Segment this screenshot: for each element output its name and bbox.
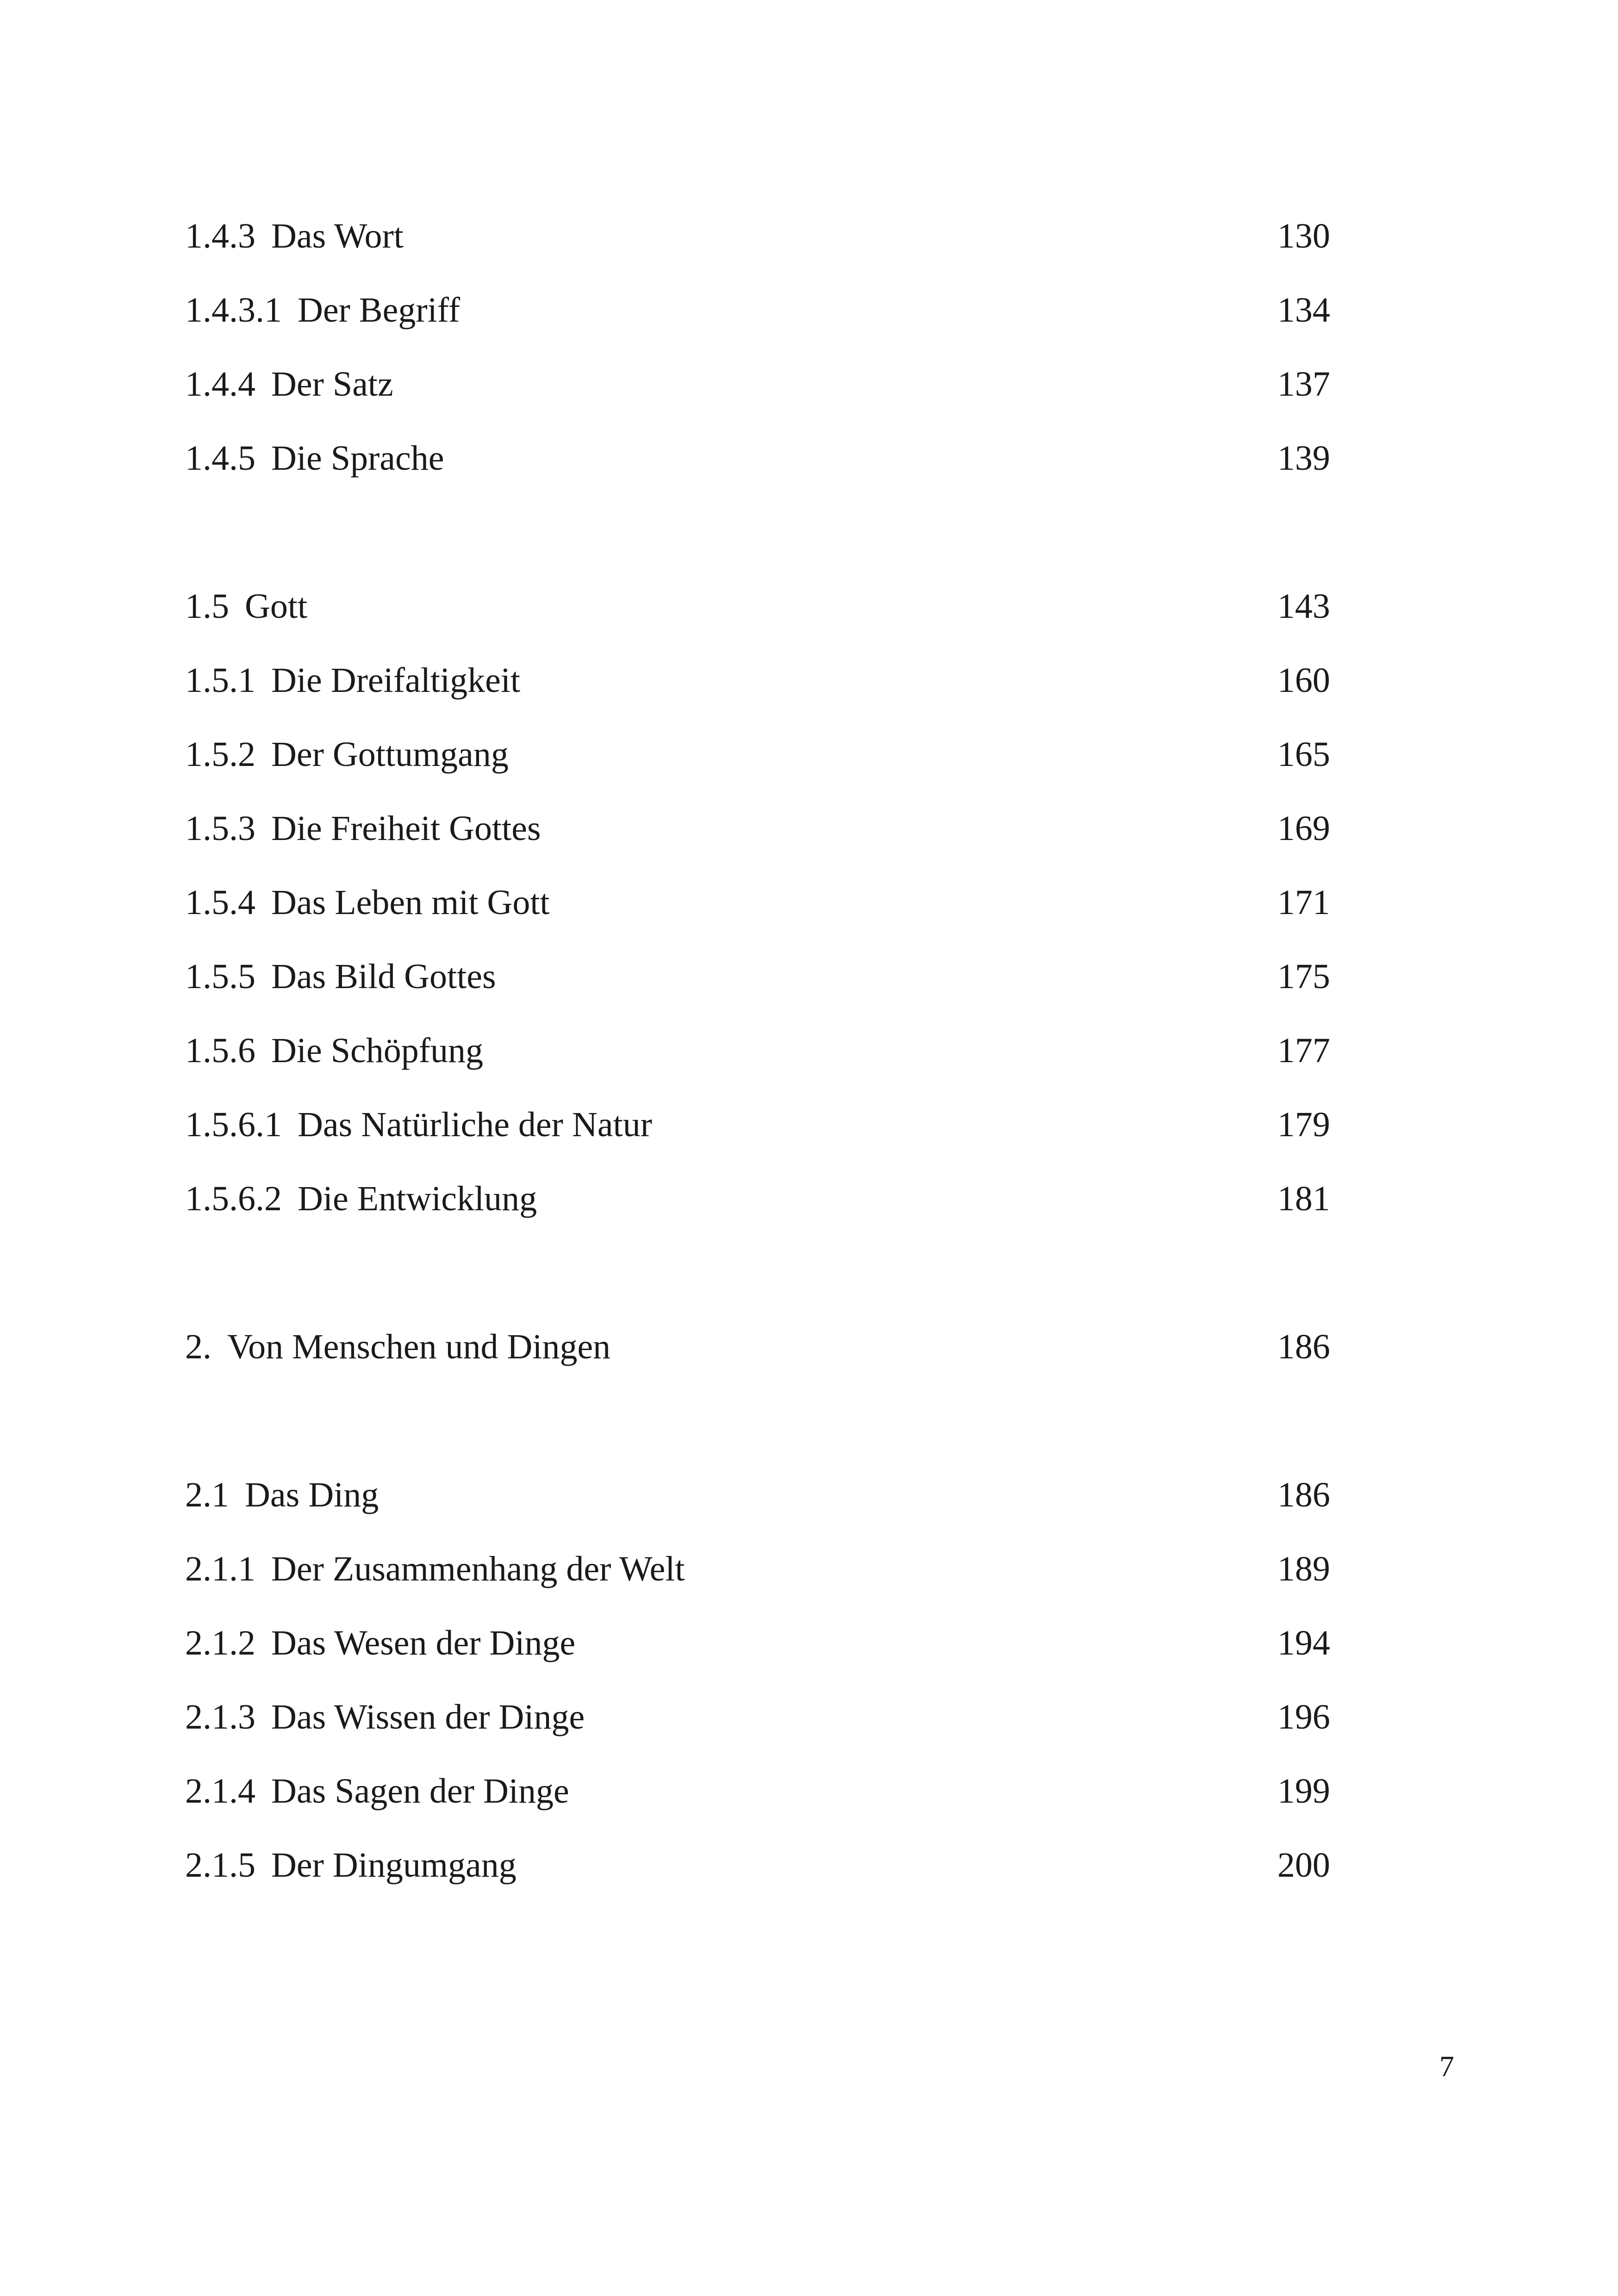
table-of-contents <box>185 199 1370 1902</box>
toc-entry-page: 199 <box>1277 1772 1330 1811</box>
toc-entry-title: Der Begriff <box>298 291 461 330</box>
toc-entry-page: 165 <box>1277 735 1330 774</box>
toc-entry <box>185 865 1370 940</box>
toc-entry-page: 179 <box>1277 1105 1330 1144</box>
toc-entry <box>185 1162 1370 1236</box>
toc-entry-number: 2.1.5 <box>185 1846 255 1885</box>
toc-entry-page: 160 <box>1277 661 1330 700</box>
toc-entry-title: Das Wesen der Dinge <box>271 1624 576 1662</box>
toc-entry-page: 139 <box>1277 439 1330 478</box>
toc-entry <box>185 1458 1370 1532</box>
page-number: 7 <box>1439 2050 1454 2083</box>
toc-entry-title: Die Dreifaltigkeit <box>271 661 521 700</box>
toc-entry-number: 1.4.3.1 <box>185 291 282 330</box>
toc-entry-title: Der Zusammenhang der Welt <box>271 1549 685 1588</box>
toc-entry <box>185 717 1370 791</box>
toc-entry-number: 1.5.1 <box>185 661 255 700</box>
toc-entry-number: 2.1.2 <box>185 1624 255 1662</box>
toc-entry <box>185 1828 1370 1902</box>
toc-entry-title: Gott <box>245 587 308 626</box>
toc-entry <box>185 791 1370 865</box>
toc-group-1-5 <box>185 569 1370 1236</box>
toc-entry-number: 1.4.5 <box>185 439 255 478</box>
toc-entry-page: 171 <box>1277 883 1330 922</box>
toc-entry <box>185 1680 1370 1754</box>
toc-entry-number: 1.5 <box>185 587 229 626</box>
toc-entry-number: 1.5.2 <box>185 735 255 774</box>
toc-entry-page: 169 <box>1277 809 1330 848</box>
toc-entry-title: Das Sagen der Dinge <box>271 1772 569 1811</box>
toc-group-2-1 <box>185 1458 1370 1902</box>
toc-entry-title: Die Sprache <box>271 439 444 478</box>
toc-entry-page: 186 <box>1277 1327 1330 1366</box>
toc-entry-page: 194 <box>1277 1624 1330 1662</box>
toc-entry <box>185 347 1370 421</box>
toc-entry-page: 143 <box>1277 587 1330 626</box>
toc-entry-page: 186 <box>1277 1475 1330 1514</box>
toc-entry-page: 175 <box>1277 957 1330 996</box>
toc-entry-title: Das Wort <box>271 217 404 255</box>
toc-entry-title: Der Satz <box>271 365 393 404</box>
toc-entry-title: Das Leben mit Gott <box>271 883 550 922</box>
toc-entry <box>185 421 1370 495</box>
toc-entry-number: 1.4.3 <box>185 217 255 255</box>
toc-entry-title: Die Freiheit Gottes <box>271 809 541 848</box>
toc-entry-page: 137 <box>1277 365 1330 404</box>
toc-entry <box>185 199 1370 273</box>
toc-entry <box>185 1088 1370 1162</box>
toc-entry-page: 200 <box>1277 1846 1330 1885</box>
toc-entry-page: 189 <box>1277 1549 1330 1588</box>
toc-entry-number: 2.1 <box>185 1475 229 1514</box>
toc-entry-title: Der Dingumgang <box>271 1846 517 1885</box>
toc-entry <box>185 1532 1370 1606</box>
toc-entry-number: 1.5.3 <box>185 809 255 848</box>
toc-entry <box>185 1754 1370 1828</box>
toc-entry-page: 196 <box>1277 1698 1330 1736</box>
toc-entry-page: 181 <box>1277 1179 1330 1218</box>
toc-entry <box>185 643 1370 717</box>
toc-entry <box>185 1310 1370 1384</box>
toc-entry-title: Die Schöpfung <box>271 1031 484 1070</box>
toc-entry-number: 1.5.5 <box>185 957 255 996</box>
toc-entry-title: Das Bild Gottes <box>271 957 496 996</box>
toc-entry-page: 177 <box>1277 1031 1330 1070</box>
toc-entry-number: 1.5.6.2 <box>185 1179 282 1218</box>
toc-group-chapter-2 <box>185 1310 1370 1384</box>
toc-entry-number: 2. <box>185 1327 212 1366</box>
toc-entry-number: 1.4.4 <box>185 365 255 404</box>
toc-entry-number: 2.1.4 <box>185 1772 255 1811</box>
toc-entry <box>185 1606 1370 1680</box>
toc-entry-number: 1.5.6 <box>185 1031 255 1070</box>
toc-entry <box>185 1014 1370 1088</box>
toc-entry-title: Das Ding <box>245 1475 379 1514</box>
toc-entry-number: 2.1.3 <box>185 1698 255 1736</box>
toc-entry <box>185 273 1370 347</box>
toc-entry <box>185 569 1370 643</box>
toc-entry-number: 1.5.4 <box>185 883 255 922</box>
toc-entry-number: 2.1.1 <box>185 1549 255 1588</box>
toc-entry-title: Die Entwicklung <box>298 1179 537 1218</box>
toc-entry-number: 1.5.6.1 <box>185 1105 282 1144</box>
toc-entry-title: Von Menschen und Dingen <box>227 1327 611 1366</box>
toc-entry <box>185 940 1370 1014</box>
toc-entry-title: Der Gottumgang <box>271 735 509 774</box>
toc-group-1-4 <box>185 199 1370 495</box>
toc-entry-page: 130 <box>1277 217 1330 255</box>
toc-entry-title: Das Wissen der Dinge <box>271 1698 585 1736</box>
toc-entry-page: 134 <box>1277 291 1330 330</box>
toc-entry-title: Das Natürliche der Natur <box>298 1105 653 1144</box>
